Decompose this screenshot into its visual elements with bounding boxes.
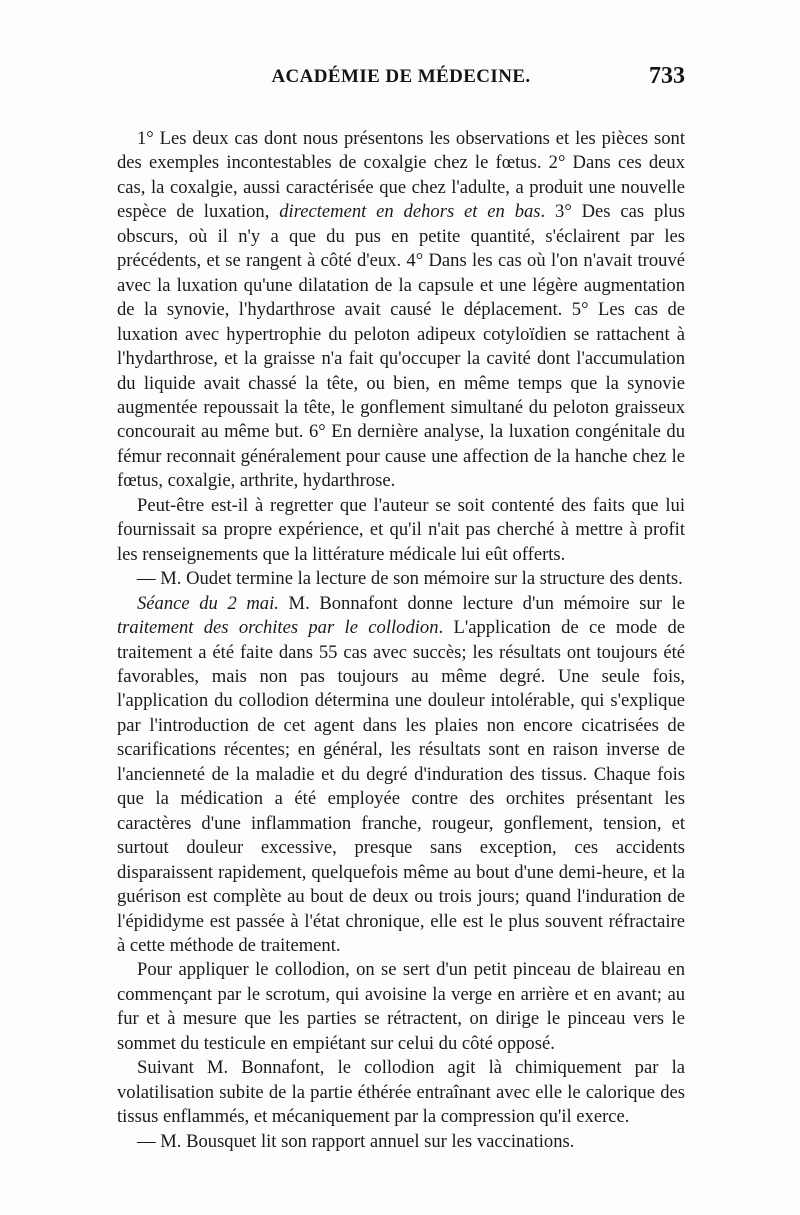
paragraph-bonnafont-mechanism (117, 1056, 685, 1129)
paragraph-oudet (117, 567, 685, 591)
paragraph-text: . 3° Des cas plus obscurs, où il n'y a que du pus en petite quantité, s'éclairent par les précédents, et se rangent à côté d'eux. 4° Dans les cas où l'on n'avait trouvé avec la luxation qu'une dilatation de la capsule et une légère augmentation de la synovie, l'hydarthrose avait causé le déplacement. 5° Les cas de luxation avec hypertrophie du peloton adipeux cotyloïdien se rattachent à l'hydarthrose, et la graisse n'a fait qu'occuper la cavité dont l'accumulation du liquide avait chassé la tête, ou bien, en même temps que la synovie augmentée repoussait la tête, le gonflement simultané du peloton graisseux concourait au même but. 6° En dernière analyse, la luxation congénitale du fémur reconnait généralement pour cause une affection de la hanche chez le fœtus, coxalgie, arthrite, hydarthrose. (117, 201, 685, 492)
paragraph-seance-2-mai (117, 592, 685, 959)
page-number: 733 (649, 63, 685, 89)
memoir-title: traitement des orchites par le collodion (117, 617, 439, 639)
italic-phrase: directement en dehors et en bas (279, 201, 541, 223)
paragraph-critique (117, 494, 685, 567)
paragraph-coxalgie-conclusions (117, 127, 685, 494)
paragraph-text: Suivant M. Bonnafont, le collodion agit là chimiquement par la volatilisation subite de la partie éthérée entraînant avec elle le calorique des tissus enflammés, et mécaniquement par la compression qu'il exerce. (117, 1057, 685, 1128)
paragraph-text: M. Bonnafont donne lecture d'un mémoire sur le (278, 592, 685, 614)
paragraph-application-method (117, 958, 685, 1056)
running-title: ACADÉMIE DE MÉDECINE. (271, 66, 531, 87)
paragraph-text: Peut-être est-il à regretter que l'auteur se soit contenté des faits que lui fournissait sa propre expérience, et qu'il n'ait pas cherché à mettre à profit les renseignements que la littérature médicale lui eût offerts. (117, 494, 685, 565)
paragraph-bousquet (117, 1130, 685, 1154)
session-heading: Séance du 2 mai. (137, 592, 279, 614)
body-text (117, 127, 685, 1154)
paragraph-text: — M. Bousquet lit son rapport annuel sur les vaccinations. (137, 1130, 575, 1152)
running-head (117, 63, 685, 96)
paragraph-text: 1° Les deux cas dont nous présentons les observations et les pièces sont des exemples incontestables de coxalgie chez le fœtus. 2° Dans ces deux cas, la coxalgie, aussi caractérisée que chez l'adulte, a produit une nouvelle espèce de luxation, (117, 128, 685, 223)
paragraph-text: Pour appliquer le collodion, on se sert d'un petit pinceau de blaireau en commençant par le scrotum, qui avoisine la verge en arrière et en avant; au fur et à mesure que les parties se rétractent, on dirige le pinceau vers le sommet du testicule en empiétant sur celui du côté opposé. (117, 959, 685, 1054)
paragraph-text: — M. Oudet termine la lecture de son mémoire sur la structure des dents. (137, 568, 683, 590)
paragraph-text: . L'application de ce mode de traitement a été faite dans 55 cas avec succès; les résultats ont toujours été favorables, mais non pas toujours au même degré. Une seule fois, l'application du collodion détermina une douleur intolérable, qui s'explique par l'introduction de cet agent dans les plaies non encore cicatrisées de scarifications récentes; en général, les résultats sont en raison inverse de l'ancienneté de la maladie et du degré d'induration des tissus. Chaque fois que la médication a été employée contre des orchites présentant les caractères d'une inflammation franche, rougeur, gonflement, tension, et surtout douleur excessive, presque sans exception, ces accidents disparaissent rapidement, quelquefois même au bout d'une demi-heure, et la guérison est complète au bout de deux ou trois jours; quand l'induration de l'épididyme est passée à l'état chronique, elle est le plus souvent réfractaire à cette méthode de traitement. (117, 617, 685, 956)
